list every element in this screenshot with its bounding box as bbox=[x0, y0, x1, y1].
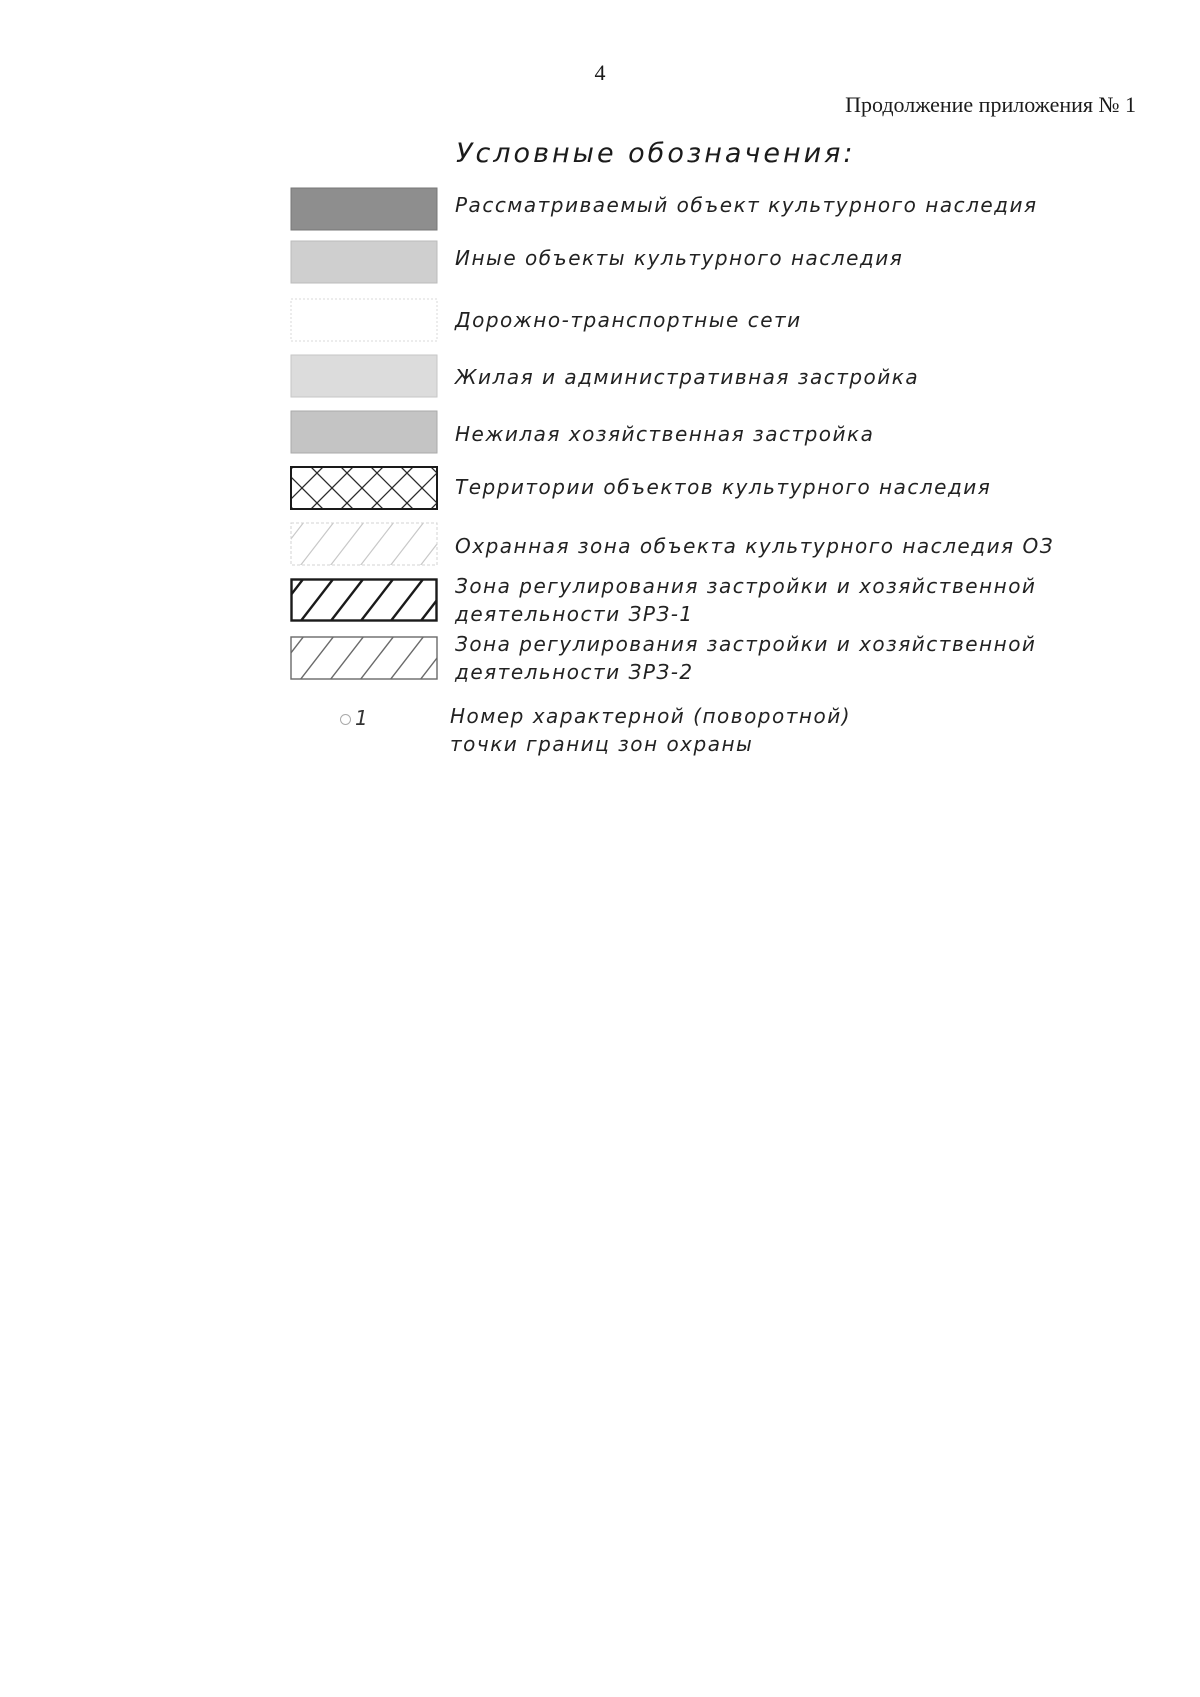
symbol-dark-gray bbox=[290, 187, 438, 231]
legend-label-line: точки границ зон охраны bbox=[450, 732, 754, 756]
legend-label-line: деятельности ЗРЗ-1 bbox=[455, 602, 694, 626]
legend-label: Иные объекты культурного наследия bbox=[455, 246, 904, 270]
page-number: 4 bbox=[594, 60, 606, 85]
legend-label bbox=[450, 702, 851, 758]
point-circle-icon bbox=[340, 714, 351, 725]
legend-label-line: Зона регулирования застройки и хозяйственной bbox=[455, 632, 1037, 656]
symbol-outline-white bbox=[290, 298, 438, 342]
continuation-note: Продолжение приложения № 1 bbox=[845, 92, 1136, 117]
legend-label-line: деятельности ЗРЗ-2 bbox=[455, 660, 694, 684]
legend-label-line: Номер характерной (поворотной) bbox=[450, 704, 851, 728]
symbol-point-marker bbox=[340, 706, 368, 730]
symbol-diagonal-hatch-medium bbox=[290, 636, 438, 680]
legend-label: Жилая и административная застройка bbox=[455, 365, 920, 389]
symbol-cross-hatch bbox=[290, 466, 438, 510]
legend-label bbox=[455, 630, 1036, 686]
legend-title: Условные обозначения: bbox=[456, 138, 856, 169]
symbol-light-gray bbox=[290, 240, 438, 284]
symbol-diagonal-hatch-bold bbox=[290, 578, 438, 622]
legend-label bbox=[455, 572, 1036, 628]
legend-label: Дорожно-транспортные сети bbox=[455, 308, 802, 332]
symbol-medium-gray bbox=[290, 410, 438, 454]
legend-label-line: Зона регулирования застройки и хозяйственной bbox=[455, 574, 1037, 598]
symbol-diagonal-hatch-faint bbox=[290, 522, 438, 566]
legend-label: Охранная зона объекта культурного наследия ОЗ bbox=[455, 534, 1055, 558]
legend-label: Рассматриваемый объект культурного наследия bbox=[455, 193, 1038, 217]
legend-label: Территории объектов культурного наследия bbox=[455, 475, 992, 499]
point-number: 1 bbox=[355, 706, 368, 730]
legend-label: Нежилая хозяйственная застройка bbox=[455, 422, 875, 446]
symbol-pale-gray bbox=[290, 354, 438, 398]
